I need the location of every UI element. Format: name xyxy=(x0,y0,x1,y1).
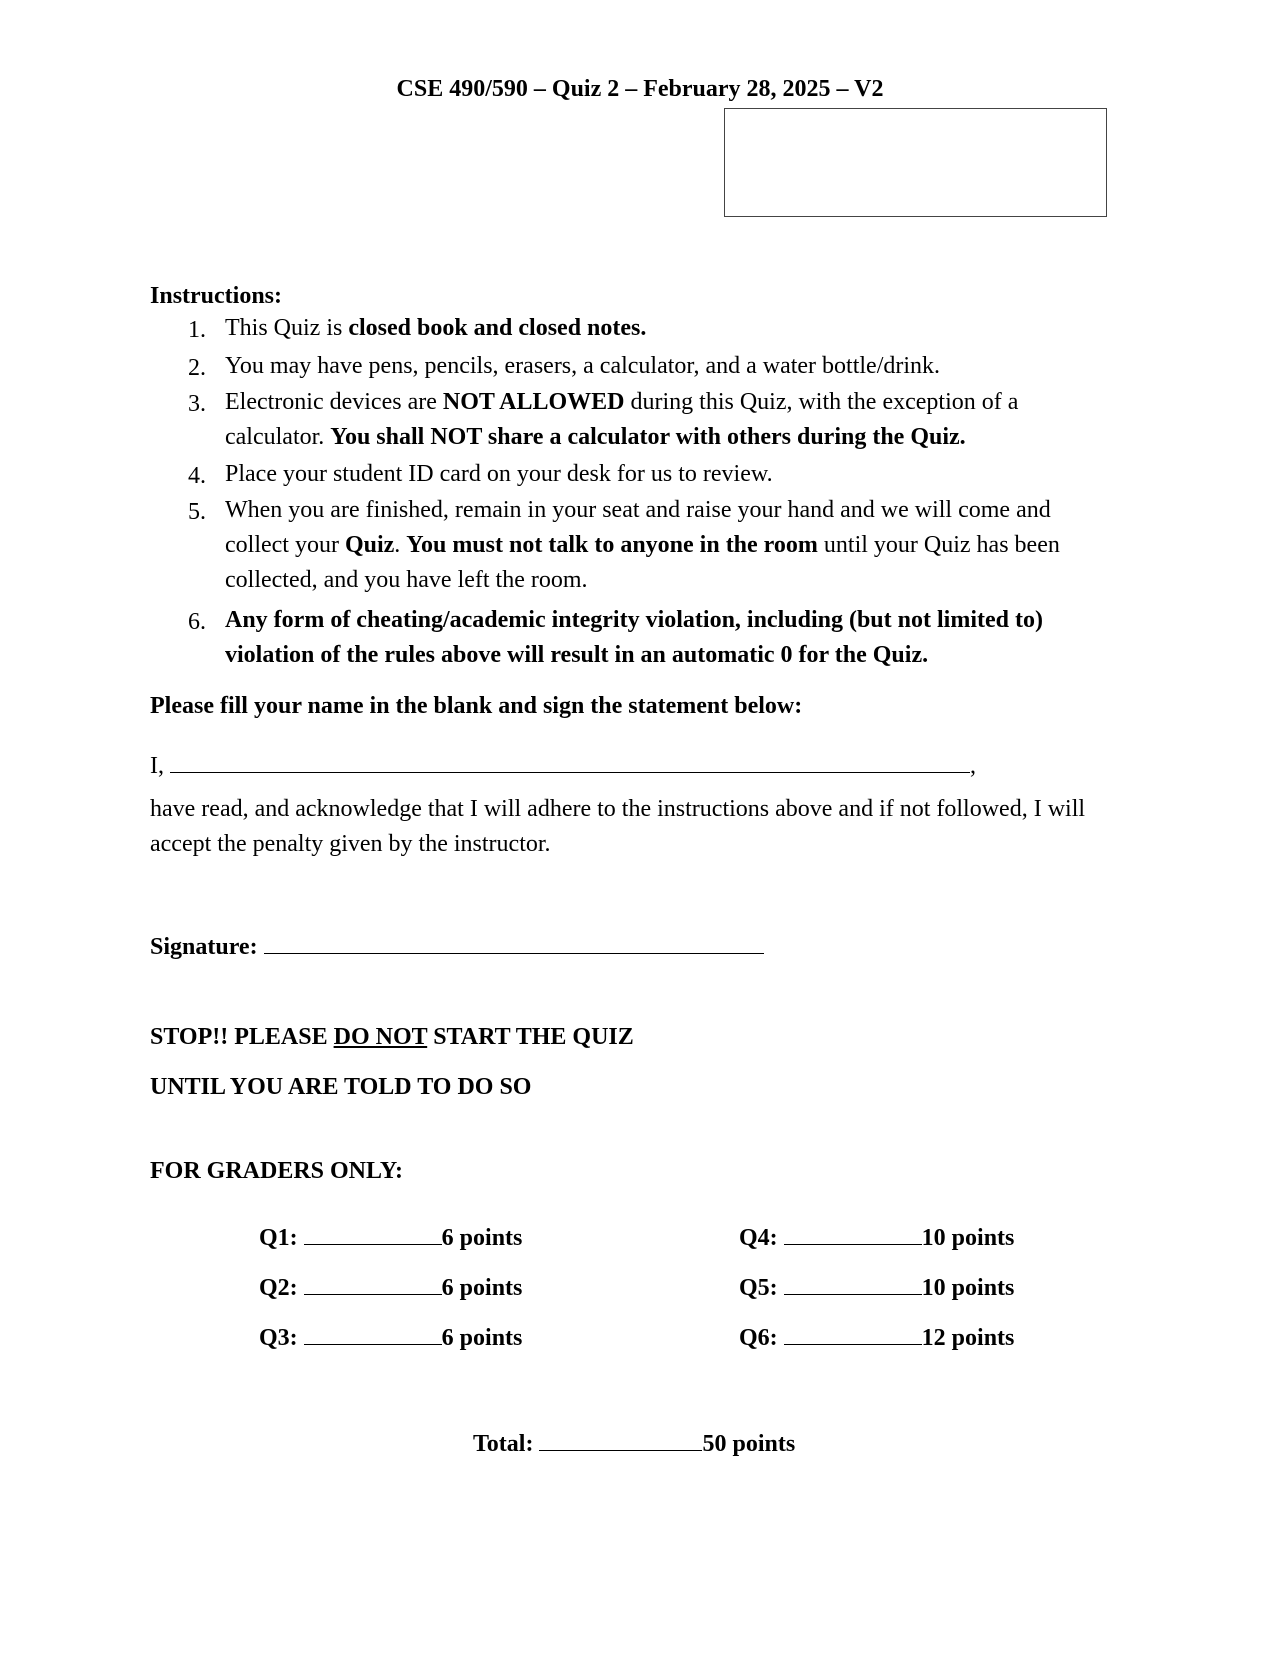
instruction-number: 4. xyxy=(188,463,206,489)
instruction-number: 2. xyxy=(188,355,206,381)
question-points: 6 points xyxy=(441,1225,523,1251)
name-suffix: , xyxy=(970,753,976,779)
instruction-text: calculator. xyxy=(225,424,331,450)
instruction-text: Place your student ID card on your desk for us to review. xyxy=(225,461,773,487)
instruction-text: collected, and you have left the room. xyxy=(225,567,588,593)
question-points: 10 points xyxy=(921,1275,1015,1301)
instruction-text: closed book and closed notes. xyxy=(348,315,647,341)
total-points: 50 points xyxy=(702,1431,796,1457)
instruction-number: 3. xyxy=(188,391,206,417)
acknowledge-line-1: have read, and acknowledge that I will adhere to the instructions above and if not followed, I will xyxy=(150,796,1086,822)
statement-prompt: Please fill your name in the blank and sign the statement below: xyxy=(150,693,803,719)
question-label: Q2: xyxy=(259,1275,298,1301)
question-label: Q4: xyxy=(739,1225,778,1251)
instruction-number: 1. xyxy=(188,317,206,343)
name-line xyxy=(150,750,976,780)
score-blank xyxy=(784,1272,922,1295)
score-blank xyxy=(304,1322,442,1345)
question-label: Q1: xyxy=(259,1225,298,1251)
question-points: 6 points xyxy=(441,1325,523,1351)
instruction-text: You must not talk to anyone in the room xyxy=(406,532,818,558)
instruction-text: You may have pens, pencils, erasers, a calculator, and a water bottle/drink. xyxy=(225,353,941,379)
stop-warning-line-1 xyxy=(150,1024,634,1051)
instruction-text: Quiz xyxy=(344,532,395,558)
acknowledge-line-2: accept the penalty given by the instructor. xyxy=(150,831,551,857)
score-blank xyxy=(304,1222,442,1245)
grade-row xyxy=(739,1322,1014,1352)
score-blank xyxy=(784,1322,922,1345)
grade-row xyxy=(259,1322,522,1352)
score-blank xyxy=(784,1222,922,1245)
question-label: Q3: xyxy=(259,1325,298,1351)
instruction-line xyxy=(225,420,966,455)
stop-text-end: START THE QUIZ xyxy=(427,1024,634,1050)
page-title: CSE 490/590 – Quiz 2 – February 28, 2025 – V2 xyxy=(396,76,884,102)
instruction-number: 6. xyxy=(188,609,206,635)
score-box xyxy=(724,108,1107,217)
instruction-text: This Quiz is xyxy=(225,315,349,341)
stop-warning-line-2: UNTIL YOU ARE TOLD TO DO SO xyxy=(150,1074,532,1100)
instruction-text: during this Quiz, with the exception of a xyxy=(624,389,1019,415)
total-blank xyxy=(539,1428,702,1451)
question-label: Q6: xyxy=(739,1325,778,1351)
grade-row xyxy=(259,1222,522,1252)
instruction-line xyxy=(225,563,588,598)
instruction-text: You shall NOT share a calculator with others during the Quiz. xyxy=(330,424,966,450)
instruction-text: Any form of cheating/academic integrity violation, including (but not limited to) xyxy=(225,607,1043,633)
name-prefix: I, xyxy=(150,753,164,779)
instruction-text: until your Quiz has been xyxy=(817,532,1060,558)
instruction-line xyxy=(225,603,1043,638)
instruction-line xyxy=(225,385,1018,420)
stop-text-start: STOP!! PLEASE xyxy=(150,1024,334,1050)
instruction-line xyxy=(225,493,1051,528)
question-points: 6 points xyxy=(441,1275,523,1301)
instruction-line xyxy=(225,638,928,673)
instruction-line xyxy=(225,457,773,492)
instruction-text: NOT ALLOWED xyxy=(442,389,625,415)
instructions-heading: Instructions: xyxy=(150,283,283,309)
instruction-text: When you are finished, remain in your seat and raise your hand and we will come and xyxy=(225,497,1051,523)
instruction-text: Electronic devices are xyxy=(225,389,443,415)
instruction-line xyxy=(225,528,1060,563)
name-blank xyxy=(170,750,970,773)
instruction-text: . xyxy=(394,532,407,558)
score-blank xyxy=(304,1272,442,1295)
grade-row xyxy=(259,1272,522,1302)
total-label: Total: xyxy=(473,1431,534,1457)
question-points: 10 points xyxy=(921,1225,1015,1251)
grade-row xyxy=(739,1272,1014,1302)
question-label: Q5: xyxy=(739,1275,778,1301)
total-row xyxy=(473,1428,795,1458)
question-points: 12 points xyxy=(921,1325,1015,1351)
signature-blank xyxy=(264,931,764,954)
instruction-line xyxy=(225,349,940,384)
signature-line xyxy=(150,931,764,961)
instruction-text: collect your xyxy=(225,532,345,558)
stop-text-underlined: DO NOT xyxy=(333,1024,428,1050)
grade-row xyxy=(739,1222,1014,1252)
instruction-line xyxy=(225,311,646,346)
graders-heading: FOR GRADERS ONLY: xyxy=(150,1158,403,1184)
instruction-number: 5. xyxy=(188,499,206,525)
signature-label: Signature: xyxy=(150,934,258,960)
instruction-text: violation of the rules above will result in an automatic 0 for the Quiz. xyxy=(225,642,929,668)
